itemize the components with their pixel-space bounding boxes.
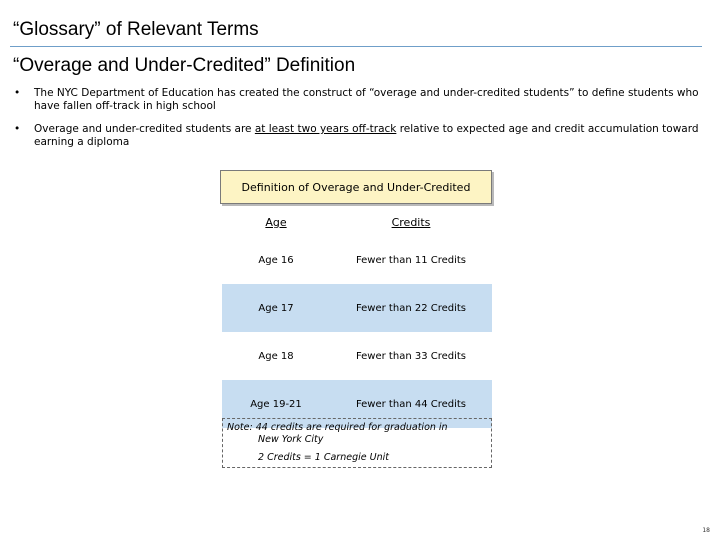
credits-cell: Fewer than 11 Credits — [355, 254, 467, 266]
page-number: 18 — [702, 527, 710, 534]
note-line-3: 2 Credits = 1 Carnegie Unit — [258, 452, 389, 463]
table-row — [222, 236, 492, 284]
bullet-text: Overage and under-credited students are — [34, 123, 255, 135]
definition-table — [222, 208, 492, 428]
credits-cell: Fewer than 44 Credits — [355, 398, 467, 410]
credits-cell: Fewer than 33 Credits — [355, 350, 467, 362]
age-cell: Age 16 — [258, 254, 294, 266]
title-divider — [10, 46, 702, 47]
bullet-item — [14, 123, 704, 149]
note-line-2: New York City — [258, 434, 324, 445]
credits-cell: Fewer than 22 Credits — [355, 302, 467, 314]
bullet-item — [14, 87, 704, 113]
bullet-text: relative to expected age and credit accumulation toward earning a diploma — [34, 123, 699, 148]
bullet-text: The NYC Department of Education has created the construct of “overage and under-credited students” to define students who have fallen off-track in high school — [34, 87, 699, 112]
note-line-1: Note: 44 credits are required for graduation in — [227, 422, 448, 433]
slide-title: “Glossary” of Relevant Terms — [13, 19, 259, 40]
age-cell: Age 19-21 — [250, 398, 302, 410]
table-row — [222, 332, 492, 380]
age-cell: Age 18 — [258, 350, 294, 362]
note-box — [222, 418, 492, 468]
bullet-emphasis: at least two years off-track — [254, 123, 397, 135]
table-row — [222, 284, 492, 332]
header-age: Age — [265, 215, 287, 229]
table-header-row — [222, 208, 492, 236]
definition-title: Definition of Overage and Under-Credited — [241, 180, 471, 194]
bullet-dot-icon: • — [14, 87, 21, 99]
bullet-dot-icon: • — [14, 123, 21, 135]
bullet-list — [14, 87, 704, 159]
header-credits: Credits — [391, 215, 431, 229]
slide-subtitle: “Overage and Under-Credited” Definition — [13, 55, 356, 76]
age-cell: Age 17 — [258, 302, 294, 314]
definition-title-box — [220, 170, 492, 204]
